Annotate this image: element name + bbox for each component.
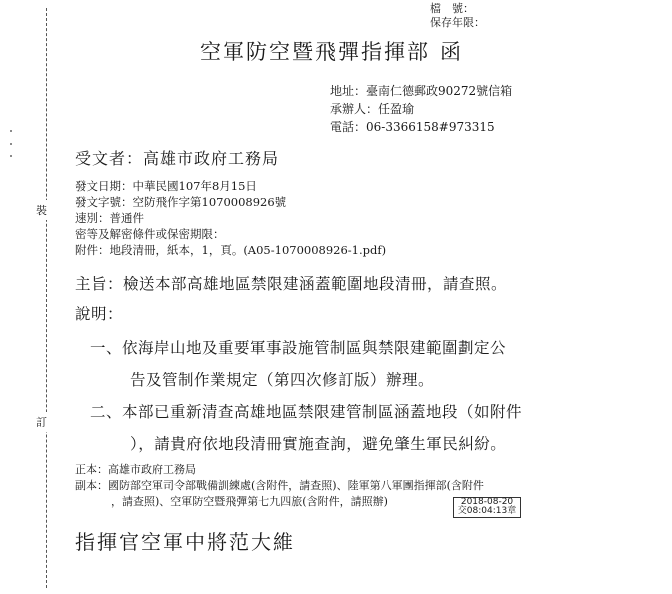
- stamp-date: 2018-08-20: [460, 497, 514, 507]
- scan-speck: [10, 143, 12, 145]
- explanation-item-2-line-2: ），請貴府依地段清冊實施查詢，避免肇生軍民糾紛。: [130, 435, 507, 453]
- copy-recipients-line-1: 副本：國防部空軍司令部戰備訓練處(含附件，請查照)、陸軍第八軍團指揮部(含附件: [75, 479, 484, 492]
- secrecy-level: 密等及解密條件或保密期限：: [75, 227, 225, 241]
- explanation-item-2-line-1: 二、本部已重新清查高雄地區禁限建管制區涵蓋地段（如附件: [90, 403, 523, 421]
- date-stamp: [453, 497, 521, 518]
- recipient: 受文者：高雄市政府工務局: [75, 149, 280, 168]
- retention-period-label: 保存年限：: [430, 16, 485, 29]
- document-number: 發文字號：空防飛作字第1070008926號: [75, 195, 287, 209]
- binding-line: [46, 8, 47, 588]
- file-number-label: 檔 號：: [430, 2, 474, 15]
- subject-line: 主旨：檢送本部高雄地區禁限建涵蓋範圍地段清冊，請查照。: [75, 275, 508, 293]
- commander-signature: 指揮官空軍中將范大維: [75, 530, 295, 554]
- agency-address: 地址：臺南仁德郵政90272號信箱: [330, 84, 513, 98]
- delivery-speed: 速別：普通件: [75, 211, 144, 225]
- scan-speck: [10, 155, 12, 157]
- copy-recipients-line-2: ，請查照)、空軍防空暨飛彈第七九四旅(含附件，請照辦): [111, 495, 388, 508]
- binding-mark-top: 裝: [36, 200, 47, 220]
- document-type: 函: [440, 40, 463, 64]
- explanation-item-1-line-2: 告及管制作業規定（第四次修訂版）辦理。: [130, 371, 435, 389]
- attachment-info: 附件：地段清冊，紙本，1，頁。(A05-1070008926-1.pdf): [75, 243, 387, 257]
- explanation-heading: 說明：: [75, 305, 124, 323]
- issue-date: 發文日期：中華民國107年8月15日: [75, 179, 257, 193]
- explanation-item-1-line-1: 一、依海岸山地及重要軍事設施管制區與禁限建範圍劃定公: [90, 339, 507, 357]
- case-handler: 承辦人：任盈瑜: [330, 102, 415, 116]
- scan-speck: [10, 130, 12, 132]
- agency-name: 空軍防空暨飛彈指揮部: [200, 40, 430, 64]
- binding-mark-bottom: 訂: [36, 412, 47, 432]
- primary-recipient: 正本：高雄市政府工務局: [75, 463, 196, 476]
- contact-phone: 電話：06-3366158#973315: [330, 120, 495, 134]
- stamp-time: 交08:04:13章: [457, 506, 517, 516]
